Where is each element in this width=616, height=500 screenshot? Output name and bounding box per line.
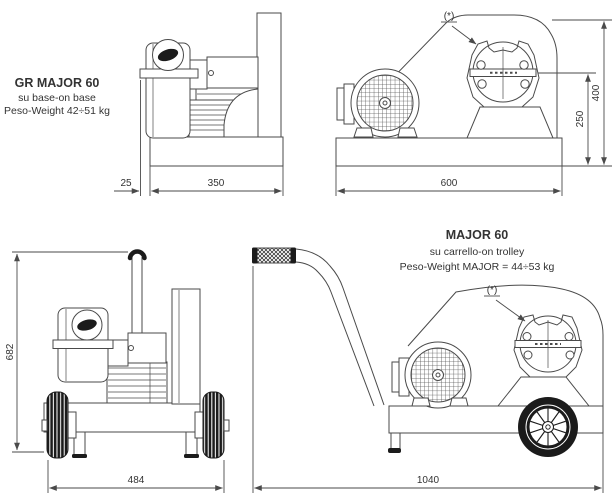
view-weight-label: Peso-Weight 42÷51 kg bbox=[4, 105, 110, 117]
view-title: MAJOR 60 bbox=[445, 228, 509, 242]
clamp-bolt-icon bbox=[520, 61, 528, 69]
handle bbox=[252, 248, 384, 407]
pump-side-drawing bbox=[140, 13, 283, 166]
dim-label-width: 600 bbox=[440, 178, 458, 189]
clamp-band bbox=[53, 340, 113, 349]
clamp-bolt-icon bbox=[477, 61, 485, 69]
wheel-front bbox=[47, 392, 68, 458]
view-gr-major-on-base-side bbox=[4, 13, 283, 196]
dim-label-width: 484 bbox=[127, 475, 145, 486]
leg-foot bbox=[388, 448, 401, 453]
view-weight-label: Peso-Weight MAJOR = 44÷53 kg bbox=[399, 261, 555, 273]
view-gr-major-on-base-front bbox=[336, 11, 612, 196]
view-subtitle: su carrello-on trolley bbox=[429, 246, 525, 258]
clamp-bolt-icon bbox=[523, 333, 531, 341]
handle-grip-end bbox=[130, 252, 145, 258]
dim-label-length: 1040 bbox=[416, 475, 440, 486]
view-trolley-front bbox=[5, 252, 229, 493]
clamp-bolt-icon bbox=[521, 80, 529, 88]
view-title: GR MAJOR 60 bbox=[14, 76, 100, 90]
clamp-bolt-icon bbox=[524, 351, 532, 359]
motor-foot bbox=[398, 128, 417, 137]
grip-end-cap bbox=[291, 248, 297, 264]
leg-foot bbox=[72, 454, 87, 458]
pedestal bbox=[467, 107, 553, 138]
axle-stub bbox=[224, 420, 229, 431]
trolley-front-drawing bbox=[42, 252, 229, 458]
trolley-side-drawing bbox=[252, 248, 603, 458]
dim-label-total-height: 400 bbox=[591, 84, 602, 102]
motor-fins bbox=[107, 362, 167, 403]
dim-label-offset: 25 bbox=[120, 178, 132, 189]
grip-end-cap bbox=[252, 248, 258, 264]
wheel-bracket bbox=[68, 412, 76, 438]
wheel-bracket bbox=[195, 412, 203, 438]
pump-front-drawing bbox=[336, 11, 562, 166]
dim-label-length: 350 bbox=[207, 178, 225, 189]
support-leg bbox=[391, 433, 400, 449]
clamp-bolt-icon bbox=[566, 351, 574, 359]
wheel-front bbox=[203, 392, 224, 458]
pump-assembly bbox=[53, 308, 167, 403]
bolt-icon bbox=[129, 346, 134, 351]
bolt-icon bbox=[209, 71, 214, 76]
dim-label-height: 682 bbox=[5, 343, 16, 361]
wheel-side bbox=[518, 397, 578, 457]
handle-grip bbox=[257, 248, 291, 263]
motor-housing bbox=[207, 57, 258, 88]
view-major-on-trolley-side bbox=[252, 228, 603, 493]
motor-foot bbox=[412, 398, 430, 406]
motor-foot bbox=[450, 398, 468, 406]
annotation-label: (*) bbox=[486, 285, 498, 296]
frame-plate bbox=[172, 289, 200, 404]
clamp-bolt-icon bbox=[565, 333, 573, 341]
dim-label-axis-height: 250 bbox=[575, 110, 586, 128]
pump-head bbox=[467, 41, 539, 107]
annotation-label: (*) bbox=[443, 11, 455, 22]
view-subtitle: su base-on base bbox=[18, 92, 96, 104]
motor-fan-cover bbox=[392, 342, 471, 408]
base bbox=[336, 138, 562, 166]
leg-foot bbox=[184, 454, 199, 458]
axle-stub bbox=[42, 420, 47, 431]
mounting-plate bbox=[257, 13, 281, 138]
motor-fan-cover bbox=[337, 69, 419, 137]
clamp-bolt-icon bbox=[478, 80, 486, 88]
motor-foot bbox=[354, 128, 373, 137]
base bbox=[150, 137, 283, 166]
pump-head bbox=[514, 315, 582, 377]
